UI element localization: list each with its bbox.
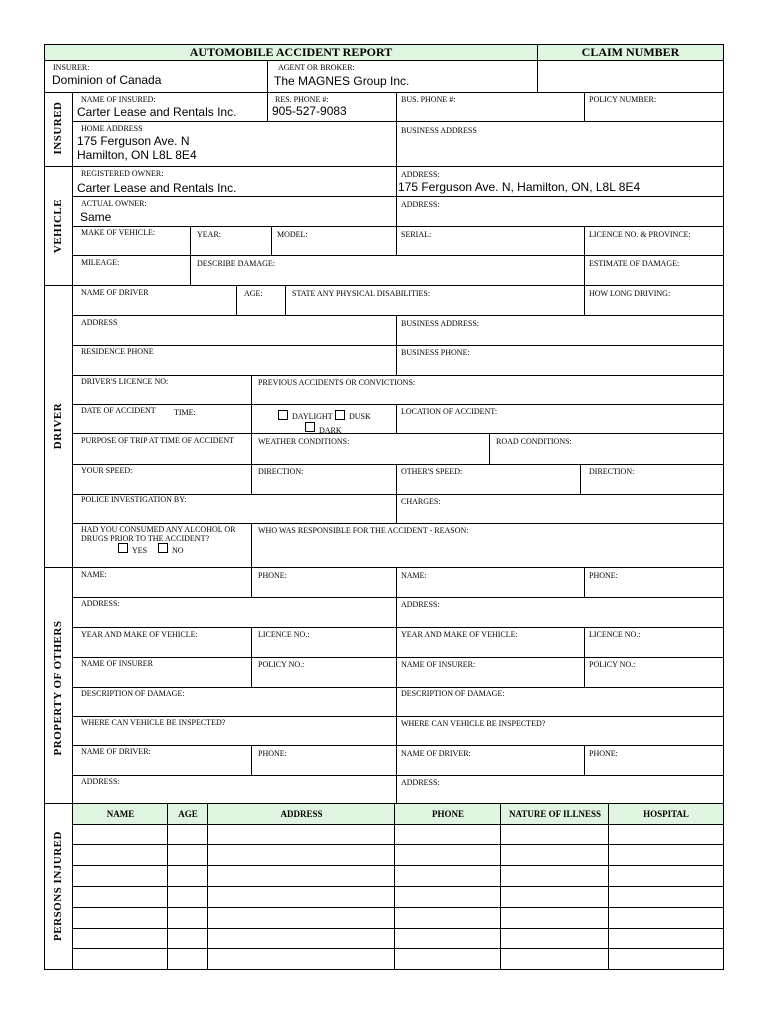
section-divider (44, 567, 724, 568)
residence-phone-label: RESIDENCE PHONE (81, 347, 154, 356)
dusk-checkbox[interactable] (335, 410, 345, 420)
vehicle-address2-label: ADDRESS: (401, 200, 440, 209)
actual-owner-label: ACTUAL OWNER: (81, 199, 147, 208)
registered-owner-field[interactable]: Carter Lease and Rentals Inc. (77, 181, 237, 195)
prop-inspect2-label: WHERE CAN VEHICLE BE INSPECTED? (401, 719, 546, 728)
section-persons: PERSONS INJURED (52, 831, 64, 941)
yes-label: YES (132, 546, 148, 555)
divider (584, 567, 585, 597)
divider (72, 523, 724, 524)
others-speed-label: OTHER'S SPEED: (401, 467, 463, 476)
prop-name-label: NAME: (81, 570, 107, 579)
prop-phone-label: PHONE: (258, 571, 287, 580)
claim-number-label: CLAIM NUMBER (581, 45, 680, 59)
divider (580, 464, 581, 494)
section-driver: DRIVER (52, 402, 64, 450)
disabilities-label: STATE ANY PHYSICAL DISABILITIES: (292, 289, 431, 298)
divider (72, 627, 724, 628)
divider (537, 44, 538, 92)
mileage-label: MILEAGE: (81, 258, 120, 267)
divider (267, 92, 268, 121)
business-address-label: BUSINESS ADDRESS (401, 126, 477, 135)
dark-label: DARK (319, 426, 342, 435)
divider (72, 745, 724, 746)
section-property: PROPERTY OF OTHERS (52, 620, 64, 756)
agent-label: AGENT OR BROKER: (278, 63, 355, 72)
prop-year-make2-label: YEAR AND MAKE OF VEHICLE: (401, 630, 518, 639)
year-label: YEAR: (197, 230, 221, 239)
prop-damage-label: DESCRIPTION OF DAMAGE: (81, 689, 185, 698)
divider (396, 464, 397, 494)
how-long-driving-label: HOW LONG DRIVING: (589, 289, 671, 298)
weather-label: WEATHER CONDITIONS: (258, 437, 350, 446)
prop-insurer2-label: NAME OF INSURER: (401, 660, 476, 669)
divider (72, 404, 724, 405)
col-phone: PHONE (431, 809, 464, 819)
col-address: ADDRESS (280, 809, 323, 819)
time-label: TIME: (174, 408, 196, 417)
section-divider (44, 285, 724, 286)
model-label: MODEL: (277, 230, 308, 239)
divider (72, 657, 724, 658)
agent-field[interactable]: The MAGNES Group Inc. (274, 74, 410, 88)
divider (251, 464, 252, 494)
divider (271, 226, 272, 255)
home-address-line1[interactable]: 175 Ferguson Ave. N (77, 134, 190, 148)
table-row (72, 948, 724, 949)
divider (72, 121, 724, 122)
dark-checkbox[interactable] (305, 422, 315, 432)
divider (251, 523, 252, 567)
divider (72, 687, 724, 688)
divider (584, 745, 585, 775)
police-investigation-label: POLICE INVESTIGATION BY: (81, 495, 187, 504)
divider (251, 745, 252, 775)
col-name: NAME (106, 809, 135, 819)
no-label: NO (172, 546, 184, 555)
divider (396, 494, 397, 523)
driver-address-label: ADDRESS (81, 318, 118, 327)
table-row (72, 928, 724, 929)
daylight-label: DAYLIGHT (292, 412, 333, 421)
table-column-divider (207, 803, 208, 970)
divider (396, 404, 397, 433)
driver-name-label: NAME OF DRIVER (81, 288, 149, 297)
divider (44, 60, 724, 61)
divider (72, 315, 724, 316)
divider (584, 92, 585, 121)
prop-insurer-label: NAME OF INSURER (81, 659, 154, 668)
prop-address-label: ADDRESS: (81, 599, 120, 608)
serial-label: SERIAL: (401, 230, 432, 239)
prop-phone2-label: PHONE: (589, 571, 618, 580)
prop-licence2-label: LICENCE NO.: (589, 630, 641, 639)
driver-age-label: AGE: (244, 289, 263, 298)
date-of-accident-label: DATE OF ACCIDENT (81, 406, 156, 415)
prop-policy2-label: POLICY NO.: (589, 660, 636, 669)
divider (396, 92, 397, 166)
road-conditions-label: ROAD CONDITIONS: (496, 437, 572, 446)
name-of-insured-label: NAME OF INSURED: (81, 95, 156, 104)
registered-owner-label: REGISTERED OWNER: (81, 169, 164, 178)
divider (251, 567, 252, 597)
no-checkbox[interactable] (158, 543, 168, 553)
licence-province-label: LICENCE NO. & PROVINCE: (589, 230, 691, 239)
divider (72, 597, 724, 598)
divider (251, 433, 252, 464)
make-label: MAKE OF VEHICLE: (81, 228, 156, 237)
yes-checkbox[interactable] (118, 543, 128, 553)
divider (396, 567, 397, 803)
divider (267, 60, 268, 92)
table-row (72, 844, 724, 845)
res-phone-field[interactable]: 905-527-9083 (272, 104, 347, 118)
divider (72, 775, 724, 776)
alcohol-question-line1: HAD YOU CONSUMED ANY ALCOHOL OR (81, 525, 236, 534)
prop-driver2-label: NAME OF DRIVER: (401, 749, 471, 758)
table-column-divider (394, 803, 395, 970)
divider (44, 92, 724, 93)
prop-name2-label: NAME: (401, 571, 427, 580)
section-column-divider (72, 92, 73, 970)
res-phone-label: RES. PHONE #: (275, 95, 329, 104)
prop-driver-label: NAME OF DRIVER: (81, 747, 151, 756)
home-address-label: HOME ADDRESS (81, 124, 143, 133)
driver-business-phone-label: BUSINESS PHONE: (401, 348, 470, 357)
divider (285, 285, 286, 315)
policy-number-label: POLICY NUMBER: (589, 95, 657, 104)
prop-damage2-label: DESCRIPTION OF DAMAGE: (401, 689, 505, 698)
purpose-label: PURPOSE OF TRIP AT TIME OF ACCIDENT (81, 436, 235, 445)
section-vehicle: VEHICLE (52, 198, 64, 254)
actual-owner-field[interactable]: Same (80, 210, 112, 224)
vehicle-address-field[interactable]: 175 Ferguson Ave. N, Hamilton, ON, L8L 8E4 (398, 180, 641, 194)
daylight-checkbox[interactable] (278, 410, 288, 420)
drivers-licence-label: DRIVER'S LICENCE NO: (81, 377, 169, 386)
prop-driver-address-label: ADDRESS: (81, 777, 120, 786)
table-row (72, 886, 724, 887)
divider (72, 255, 724, 256)
divider (584, 285, 585, 315)
table-column-divider (500, 803, 501, 970)
divider (72, 433, 724, 434)
table-column-divider (608, 803, 609, 970)
home-address-line2[interactable]: Hamilton, ON L8L 8E4 (77, 148, 197, 162)
charges-label: CHARGES: (401, 497, 441, 506)
divider (72, 345, 724, 346)
direction-label: DIRECTION: (258, 467, 304, 476)
vehicle-address-label: ADDRESS: (401, 170, 440, 179)
table-row (72, 865, 724, 866)
divider (72, 226, 724, 227)
col-age: AGE (178, 809, 198, 819)
table-row (72, 907, 724, 908)
prop-inspect-label: WHERE CAN VEHICLE BE INSPECTED? (81, 718, 226, 727)
bus-phone-label: BUS. PHONE #: (401, 95, 456, 104)
prop-licence-label: LICENCE NO.: (258, 630, 310, 639)
table-row (72, 824, 724, 825)
divider (236, 285, 237, 315)
estimate-damage-label: ESTIMATE OF DAMAGE: (589, 259, 680, 268)
divider (489, 433, 490, 464)
previous-accidents-label: PREVIOUS ACCIDENTS OR CONVICTIONS: (258, 378, 416, 387)
insurer-label: INSURER: (53, 63, 90, 72)
name-of-insured-field[interactable]: Carter Lease and Rentals Inc. (77, 105, 237, 119)
prop-year-make-label: YEAR AND MAKE OF VEHICLE: (81, 630, 198, 639)
describe-damage-label: DESCRIBE DAMAGE: (197, 259, 276, 268)
your-speed-label: YOUR SPEED: (81, 466, 133, 475)
col-hospital: HOSPITAL (643, 809, 689, 819)
table-column-divider (167, 803, 168, 970)
divider (396, 226, 397, 255)
others-direction-label: DIRECTION: (589, 467, 635, 476)
prop-driver2-address-label: ADDRESS: (401, 778, 440, 787)
divider (72, 464, 724, 465)
driver-business-address-label: BUSINESS ADDRESS: (401, 319, 480, 328)
prop-address2-label: ADDRESS: (401, 600, 440, 609)
section-insured: INSURED (52, 101, 64, 155)
form-title: AUTOMOBILE ACCIDENT REPORT (189, 45, 393, 59)
prop-driver2-phone-label: PHONE: (589, 749, 618, 758)
divider (72, 716, 724, 717)
dusk-label: DUSK (349, 412, 371, 421)
insurer-field[interactable]: Dominion of Canada (52, 73, 162, 87)
prop-driver-phone-label: PHONE: (258, 749, 287, 758)
divider (72, 196, 724, 197)
divider (72, 375, 724, 376)
responsible-label: WHO WAS RESPONSIBLE FOR THE ACCIDENT - REASON: (258, 526, 469, 535)
prop-policy-label: POLICY NO.: (258, 660, 305, 669)
location-label: LOCATION OF ACCIDENT: (401, 407, 498, 416)
alcohol-question-line2: DRUGS PRIOR TO THE ACCIDENT? (81, 534, 210, 543)
section-divider (44, 166, 724, 167)
col-nature-of-illness: NATURE OF ILLNESS (508, 809, 602, 819)
